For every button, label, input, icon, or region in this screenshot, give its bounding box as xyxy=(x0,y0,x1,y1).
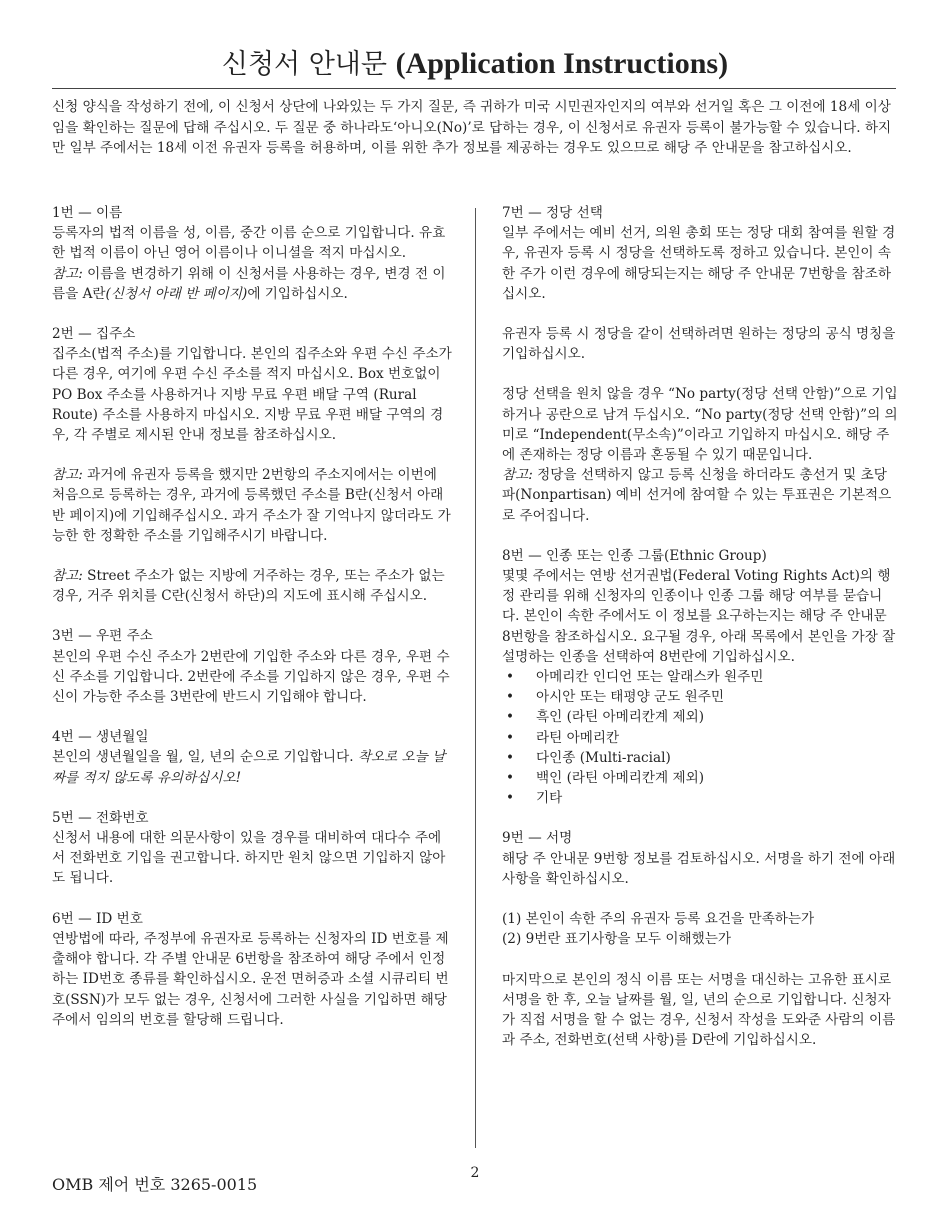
section-body: 집주소(법적 주소)를 기입합니다. 본인의 집주소와 우편 수신 주소가 다른 경우, 여기에 우편 수신 주소를 적지 마십시오. Box 번호없이 PO Box 주소를 사용하거나 지방 무료 우편 배달 구역 (Rural Route) 주소를 사용하지 마십시오. 지방 무료 우편 배달 구역의 경우, 각 주별로 제시된 안내 정보를 참조하십시오. xyxy=(52,346,452,444)
list-item: • 기타 xyxy=(502,788,898,808)
section-body: 연방법에 따라, 주정부에 유권자로 등록하는 신청자의 ID 번호를 제출해야 합니다. 각 주별 안내문 6번항을 참조하여 해당 주에서 인정하는 ID번호 종류를 확인하십시오. 운전 면허증과 소셜 시큐리티 번호(SSN)가 모두 없는 경우, 신청서에 그러한 사실을 기입하면 해당 주에서 임의의 번호를 할당해 드립니다. xyxy=(52,930,449,1028)
section-8-ethnic-group xyxy=(502,546,898,809)
section-note: 참고: Street 주소가 없는 지방에 거주하는 경우, 또는 주소가 없는 경우, 거주 위치를 C란(신청서 하단)의 지도에 표시해 주십시오. xyxy=(52,568,445,605)
section-7-party xyxy=(502,203,898,526)
title-rule xyxy=(52,88,896,89)
section-heading: 5번 — 전화번호 xyxy=(52,809,149,826)
note-label: 참고: xyxy=(52,265,83,282)
section-body: 마지막으로 본인의 정식 이름 또는 서명을 대신하는 고유한 표시로 서명을 한 후, 오늘 날짜를 월, 일, 년의 순으로 기입합니다. 신청자가 직접 서명을 할 수 없는 경우, 신청서 작성을 도와준 사람의 이름과 주소, 전화번호(선택 사항)를 D란에 기입하십시오. xyxy=(502,971,896,1049)
section-body: 본인의 우편 수신 주소가 2번란에 기입한 주소와 다른 경우, 우편 수신 주소를 기입합니다. 2번란에 주소를 기입하지 않은 경우, 우편 수신이 가능한 주소를 3번란에 반드시 기입해야 합니다. xyxy=(52,648,450,706)
section-body: 본인의 생년월일을 월, 일, 년의 순으로 기입합니다. 착오로 오늘 날짜를 적지 않도록 유의하십시오! xyxy=(52,749,446,786)
section-2-home-address xyxy=(52,324,452,606)
note-label: 참고: xyxy=(52,467,83,484)
section-body: 유권자 등록 시 정당을 같이 선택하려면 원하는 정당의 공식 명칭을 기입하십시오. xyxy=(502,326,896,363)
section-heading: 8번 — 인종 또는 인종 그룹(Ethnic Group) xyxy=(502,547,767,564)
section-heading: 4번 — 생년월일 xyxy=(52,729,149,746)
section-6-id-number xyxy=(52,909,452,1030)
section-heading: 3번 — 우편 주소 xyxy=(52,628,153,645)
section-5-phone xyxy=(52,808,452,889)
section-body: 등록자의 법적 이름을 성, 이름, 중간 이름 순으로 기입합니다. 유효한 법적 이름이 아닌 영어 이름이나 이니셜을 적지 마십시오. xyxy=(52,225,446,262)
section-note: 참고: 과거에 유권자 등록을 했지만 2번항의 주소지에서는 이번에 처음으로 등록하는 경우, 과거에 등록했던 주소를 B란(신청서 아래 반 페이지)에 기입해주십시오. 과거 주소가 잘 기억나지 않더라도 가능한 한 정확한 주소를 기입해주시기 바랍니다. xyxy=(52,467,451,544)
list-item: • 흑인 (라틴 아메리칸계 제외) xyxy=(502,707,898,727)
section-body: 일부 주에서는 예비 선거, 의원 총회 또는 정당 대회 참여를 원할 경우, 유권자 등록 시 정당을 선택하도록 정하고 있습니다. 본인이 속한 주가 이런 경우에 해당되는지는 해당 주 안내문 7번항을 참조하십시오. xyxy=(502,225,896,302)
note-label: 참고: xyxy=(52,568,83,585)
section-note: 참고: 이름을 변경하기 위해 이 신청서를 사용하는 경우, 변경 전 이름을 A란(신청서 아래 반 페이지)에 기입하십시오. xyxy=(52,265,446,302)
ethnic-list xyxy=(502,667,898,808)
list-item: • 다인종 (Multi-racial) xyxy=(502,748,898,768)
list-item: • 아시안 또는 태평양 군도 원주민 xyxy=(502,687,898,707)
section-body: 해당 주 안내문 9번항 정보를 검토하십시오. 서명을 하기 전에 아래 사항을 확인하십시오. xyxy=(502,850,896,887)
list-item: • 라틴 아메리칸 xyxy=(502,728,898,748)
list-item: • 백인 (라틴 아메리칸계 제외) xyxy=(502,768,898,788)
section-body: 신청서 내용에 대한 의문사항이 있을 경우를 대비하여 대다수 주에서 전화번호 기입을 권고합니다. 하지만 원치 않으면 기입하지 않아도 됩니다. xyxy=(52,830,446,887)
checklist-item: (1) 본인이 속한 주의 유권자 등록 요건을 만족하는가 xyxy=(502,911,815,928)
page-title xyxy=(0,44,950,85)
section-3-mailing-address xyxy=(52,626,452,707)
section-heading: 2번 — 집주소 xyxy=(52,326,136,343)
section-heading: 9번 — 서명 xyxy=(502,830,573,847)
section-body: 정당 선택을 원치 않을 경우 “No party(정당 선택 안함)”으로 기입하거나 공란으로 남겨 두십시오. “No party(정당 선택 안함)”의 의미로 “Independent(무소속)”이라고 기입하지 마십시오. 해당 주에 존재하는 정당 이름과 혼동될 수 있기 때문입니다. xyxy=(502,386,898,464)
title-english: (Application Instructions) xyxy=(395,47,729,80)
omb-control-number: OMB 제어 번호 3265-0015 xyxy=(52,1175,258,1194)
section-note: 참고: 정당을 선택하지 않고 등록 신청을 하더라도 총선거 및 초당파(Nonpartisan) 예비 선거에 참여할 수 있는 투표권은 기본적으로 주어집니다. xyxy=(502,467,892,524)
checklist-item: (2) 9번란 표기사항을 모두 이해했는가 xyxy=(502,931,732,948)
section-9-signature xyxy=(502,828,898,1050)
title-korean: 신청서 안내문 xyxy=(221,49,396,80)
section-4-birthdate xyxy=(52,727,452,788)
right-column xyxy=(502,203,898,1070)
section-heading: 7번 — 정당 선택 xyxy=(502,205,603,221)
section-body: 몇몇 주에서는 연방 선거권법(Federal Voting Rights Act)의 행정 관리를 위해 신청자의 인종이나 인종 그룹 해당 여부를 묻습니다. 본인이 속한 주에서도 이 정보를 요구하는지는 해당 주 안내문 8번항을 참조하십시오. 요구될 경우, 아래 목록에서 본인을 가장 잘 설명하는 인종을 선택하여 8번란에 기입하십시오. xyxy=(502,568,896,665)
section-heading: 6번 — ID 번호 xyxy=(52,910,143,927)
section-1-name xyxy=(52,203,452,304)
intro-paragraph: 신청 양식을 작성하기 전에, 이 신청서 상단에 나와있는 두 가지 질문, 즉 귀하가 미국 시민권자인지의 여부와 선거일 혹은 그 이전에 18세 이상임을 확인하는 질문에 답해 주십시오. 두 질문 중 하나라도‘아니오(No)’로 답하는 경우, 이 신청서로 유권자 등록이 불가능할 수 있습니다. 하지만 일부 주에서는 18세 이전 유권자 등록을 허용하며, 이를 위한 추가 정보를 제공하는 경우도 있으므로 해당 주 안내문을 참고하십시오. xyxy=(52,99,892,156)
note-label: 참고: xyxy=(502,467,533,484)
list-item: • 아메리칸 인디언 또는 알래스카 원주민 xyxy=(502,667,898,687)
column-divider xyxy=(475,208,476,1148)
section-heading: 1번 — 이름 xyxy=(52,205,123,221)
left-column xyxy=(52,203,452,1050)
page-number: 2 xyxy=(470,1165,480,1181)
